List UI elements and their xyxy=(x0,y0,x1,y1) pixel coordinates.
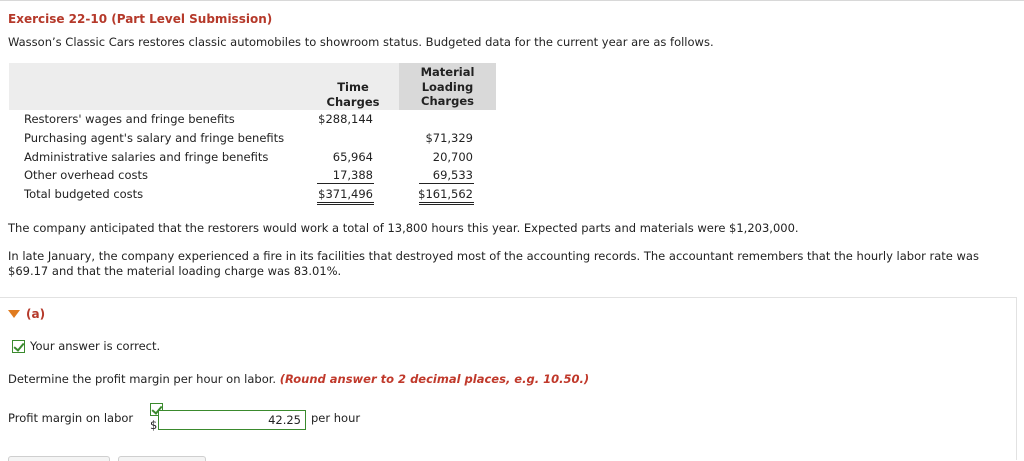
row-label: Other overhead costs xyxy=(24,168,148,182)
cell-material: $71,329 xyxy=(425,131,473,145)
part-a-toggle[interactable] xyxy=(8,307,45,321)
correct-status: Your answer is correct. xyxy=(30,339,161,353)
triangle-down-icon xyxy=(8,310,20,318)
cell-material: $161,562 xyxy=(418,187,473,201)
profit-margin-label: Profit margin on labor xyxy=(8,411,134,425)
cell-time: $371,496 xyxy=(318,187,373,201)
header-background xyxy=(9,63,307,110)
fire-paragraph-line2: $69.17 and that the material loading charge was 83.01%. xyxy=(8,263,342,278)
row-label: Restorers' wages and fringe benefits xyxy=(24,112,235,126)
row-label: Purchasing agent's salary and fringe benefits xyxy=(24,131,285,145)
action-button-right[interactable] xyxy=(118,456,206,461)
unit-label: per hour xyxy=(311,411,361,425)
total-double-underline-time xyxy=(317,202,374,205)
subtotal-underline-time xyxy=(317,183,374,184)
rounding-hint: (Round answer to 2 decimal places, e.g. 10.50.) xyxy=(279,372,590,386)
question-text: Determine the profit margin per hour on labor. xyxy=(8,372,277,386)
column-header-time-line1: Time xyxy=(337,80,369,94)
total-double-underline-material xyxy=(419,202,474,205)
cell-material: 20,700 xyxy=(432,150,473,164)
cell-time: 17,388 xyxy=(332,168,373,182)
section-divider xyxy=(0,297,1017,298)
action-button-left[interactable] xyxy=(8,456,110,461)
row-label: Administrative salaries and fringe benefits xyxy=(24,150,269,164)
column-header-material-line2: Loading xyxy=(421,79,474,94)
checkmark-icon xyxy=(12,340,25,353)
column-header-material xyxy=(399,65,496,109)
cell-time: 65,964 xyxy=(332,150,373,164)
panel-right-border xyxy=(1016,297,1017,460)
fire-paragraph-line1: In late January, the company experienced a fire in its facilities that destroyed most of the accounting records. The accountant remembers that the hourly labor rate was xyxy=(8,249,979,263)
cell-material: 69,533 xyxy=(432,168,473,182)
top-divider xyxy=(0,0,1024,1)
currency-symbol: $ xyxy=(150,418,158,432)
column-header-material-line1: Material xyxy=(420,65,475,79)
column-header-material-line3: Charges xyxy=(421,94,474,108)
exercise-intro: Wasson’s Classic Cars restores classic automobiles to showroom status. Budgeted data for the current year are as follows. xyxy=(8,35,714,49)
cell-time: $288,144 xyxy=(318,112,373,126)
column-header-time-line2: Charges xyxy=(326,94,380,109)
column-header-time xyxy=(307,80,399,109)
subtotal-underline-material xyxy=(419,183,474,184)
profit-margin-input[interactable] xyxy=(158,410,306,430)
budget-table xyxy=(9,63,499,203)
fire-paragraph xyxy=(8,249,1008,278)
part-a-label: (a) xyxy=(26,307,46,321)
hours-paragraph: The company anticipated that the restorers would work a total of 13,800 hours this year. Expected parts and materials were $1,203,000. xyxy=(8,221,799,235)
exercise-title: Exercise 22-10 (Part Level Submission) xyxy=(8,12,273,26)
question xyxy=(8,372,589,386)
row-label: Total budgeted costs xyxy=(24,187,144,201)
